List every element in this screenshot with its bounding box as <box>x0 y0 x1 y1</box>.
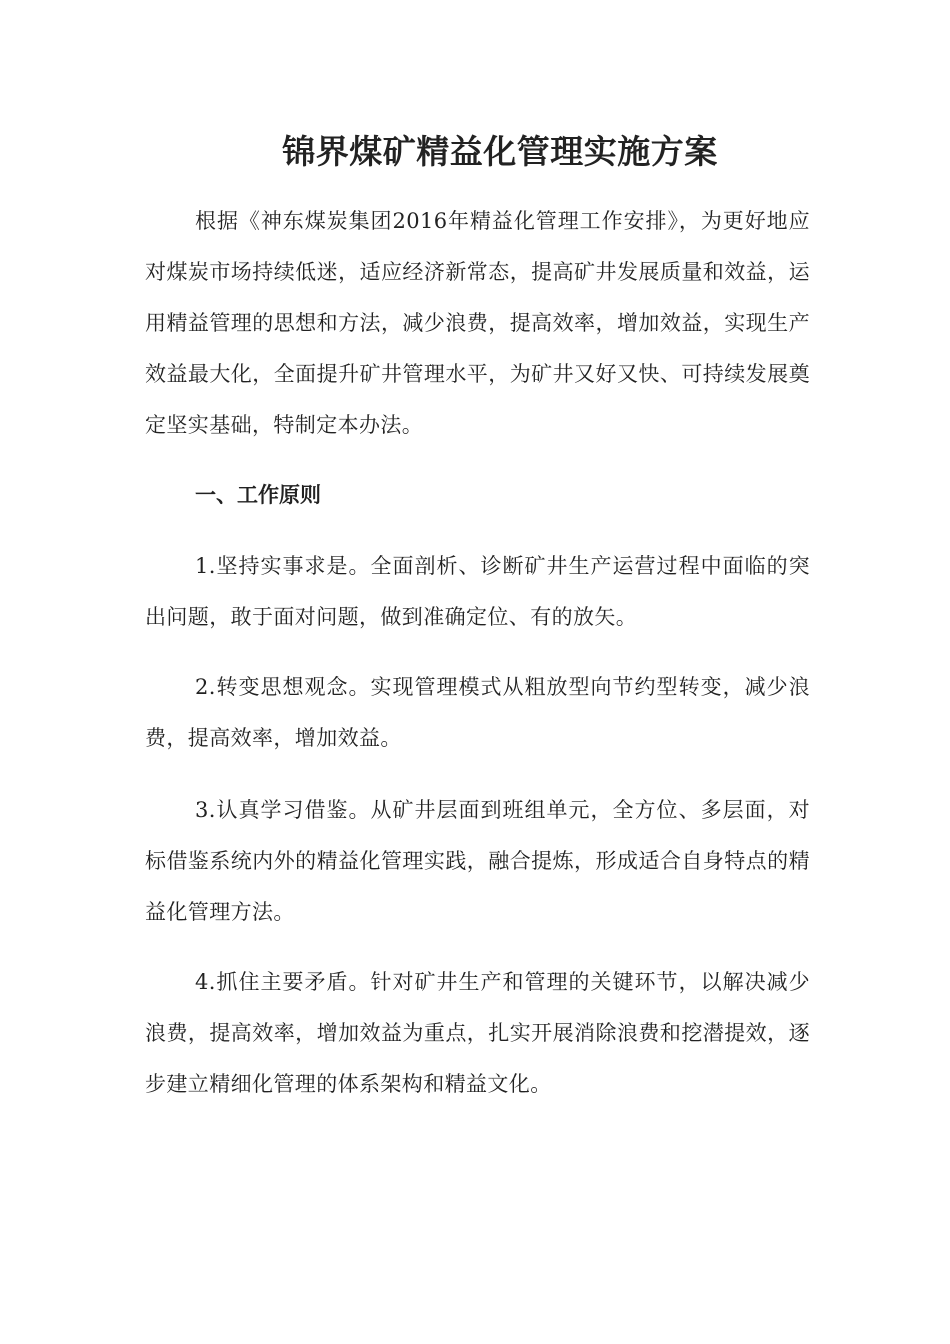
principle-paragraph-1: 1.坚持实事求是。全面剖析、诊断矿井生产运营过程中面临的突出问题，敢于面对问题，做到准确定位、有的放矢。 <box>145 554 810 629</box>
section-heading-principles: 一、工作原则 <box>195 483 321 507</box>
principle-paragraph-4: 4.抓住主要矛盾。针对矿井生产和管理的关键环节，以解决减少浪费，提高效率，增加效益为重点，扎实开展消除浪费和挖潜提效，逐步建立精细化管理的体系架构和精益文化。 <box>145 970 810 1096</box>
principle-paragraph-3: 3.认真学习借鉴。从矿井层面到班组单元，全方位、多层面，对标借鉴系统内外的精益化管理实践，融合提炼，形成适合自身特点的精益化管理方法。 <box>145 798 810 924</box>
principle-paragraph-2: 2.转变思想观念。实现管理模式从粗放型向节约型转变，减少浪费，提高效率，增加效益。 <box>145 675 810 750</box>
intro-paragraph: 根据《神东煤炭集团2016年精益化管理工作安排》，为更好地应对煤炭市场持续低迷，适应经济新常态，提高矿井发展质量和效益，运用精益管理的思想和方法，减少浪费，提高效率，增加效益，实现生产效益最大化，全面提升矿井管理水平，为矿井又好又快、可持续发展奠定坚实基础，特制定本办法。 <box>145 209 810 437</box>
document-title: 锦界煤矿精益化管理实施方案 <box>282 132 718 171</box>
